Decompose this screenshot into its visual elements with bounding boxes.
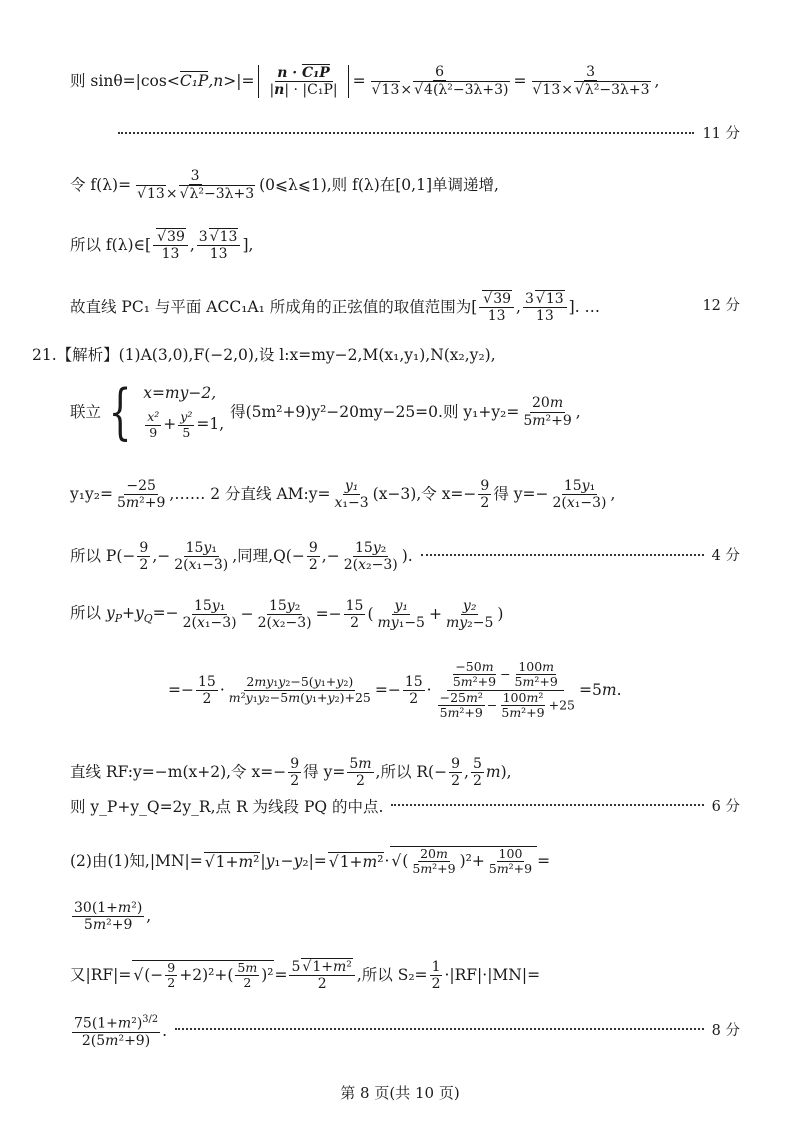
rf-length: 又|RF|= √ (− $\frac{9}{2}$ +2)²+( $\frac{5m}{2}$ )² = $\frac{\text{5√ 1+m²}}{2}$ ,所以 S₂= $\frac{1}{2}$ ·|RF|·|MN|= xyxy=(70,958,740,992)
score-line-11 xyxy=(110,126,740,143)
conclusion-line: 故直线 PC₁ 与平面 ACC₁A₁ 所成角的正弦值的取值范围为[ √ $\frac{39}{13}$ , $\frac{3√ 13}{13}$ ]. … 12 分 xyxy=(70,290,740,324)
text-l7-mid: 得(5m²+9)y²−20my−25=0.则 y₁+y₂= xyxy=(230,402,520,421)
text-l8-mid3: 得 y=− xyxy=(493,485,549,504)
text-l8-mid: ,…… 2 分直线 AM:y= xyxy=(169,485,331,504)
text-l6: 21.【解析】(1)A(3,0),F(−2,0),设 l:x=my−2,M(x₁,y₁),N(x₂,y₂), xyxy=(32,346,496,364)
text-l9-intro: 所以 P(− xyxy=(70,547,136,566)
text-l3-cond: (0⩽λ⩽1),则 f(λ)在[0,1]单调递增, xyxy=(259,175,499,194)
text-l14: (2)由(1)知,|MN|= xyxy=(70,852,203,871)
text-l7-lian: 联立 xyxy=(70,402,102,421)
range-f-lambda: 所以 f(λ)∈[ √ $\frac{39}{13}$ , $\frac{3√ 13}{13}$ ], xyxy=(70,228,740,262)
define-f-lambda: 令 f(λ)= 3 √ 13×√ λ²−3λ+3 (0⩽λ⩽1),则 f(λ)在[0,1]单调递增, xyxy=(70,168,740,202)
points-p-q: 所以 P(− $\frac{9}{2}$ ,− $\frac{\text{15y₁}}{\text{2(x₁−3)}}$ ,同理,Q(− $\frac{9}{2}$ ,− $\frac{\text{15y₂}}{\text{2(x₂−3)}}$ ). 4 分 xyxy=(70,540,740,574)
text-l4-intro: 所以 f(λ)∈[ xyxy=(70,235,152,254)
text-l1-prefix: 则 sinθ=|cos< xyxy=(70,71,180,90)
line-rf: 直线 RF:y=−m(x+2),令 x=− $\frac{9}{2}$ 得 y= $\frac{5m}{2}$ ,所以 R(− $\frac{9}{2}$ , $\frac{5}{2}$ m ), xyxy=(70,756,512,790)
fraction-3: 3 √ 13×√ λ²−3λ+3 xyxy=(529,64,653,98)
abs-fraction: $\frac{\text{n · C₁P}}{\text{|n| · |C₁P|}}$ xyxy=(258,65,348,98)
text-l3-intro: 令 f(λ)= xyxy=(70,175,132,194)
system-of-equations: 联立 { x=my−2, $\frac{\text{x²}}{9}$ + $\frac{\text{y²}}{5}$ =1, 得(5m²+9)y²−20my−25=0.则 y₁+y₂= $\frac{20m}{\text{5m²+9}}$ , xyxy=(70,377,581,447)
text-l16-b: ,所以 S₂= xyxy=(356,965,428,984)
mn-length: (2)由(1)知,|MN|= √ 1+m² |y₁−y₂|= √ 1+m² · √ ( $\frac{20m}{\text{5m²+9}}$ )²+ $\frac{100}{\text{5m²+9}}$ = xyxy=(70,846,740,877)
sin-theta-formula: 则 sinθ=|cos< C₁P ,n>|= $\frac{\text{n · C₁P}}{\text{|n| · |C₁P|}}$ = 6 √ 13×√ 4(λ²−3λ+3) = 3 √ 13×√ λ²−3λ+3 , xyxy=(70,64,740,98)
text-l9-mid: ,同理,Q(− xyxy=(232,547,305,566)
text-l8-y1y2: y₁y₂= xyxy=(70,485,113,504)
sum-simplification: =− $\frac{15}{2}$ · $\frac{\text{2my₁y₂−5(y₁+y₂)}}{\text{m²y₁y₂−5m(y₁+y₂)+25}}$ =− $\frac{15}{2}$ · $\frac{-50m}{\text{5m²+9}}$ − $\frac{100m}{\text{5m²+9}}$ $\frac{\text{−25m²}}{\text{5m²+9}}$ − $\frac{\text{100m²}}{\text{5m²+9}}$ +25 =5m. xyxy=(168,659,622,721)
text-l12: 直线 RF:y=−m(x+2),令 x=− xyxy=(70,763,287,782)
text-l1-n: ,n>|= xyxy=(208,71,255,90)
score-6: 6 分 xyxy=(711,798,740,815)
score-8: 8 分 xyxy=(711,1022,740,1039)
product-and-line-am: y₁y₂= $\frac{-25}{\text{5m²+9}}$ ,…… 2 分直线 AM:y= $\frac{\text{y₁}}{\text{x₁−3}}$ (x−3),令 x=− $\frac{9}{2}$ 得 y=− $\frac{\text{15y₁}}{\text{2(x₁−3)}}$ , xyxy=(70,478,616,512)
page-footer: 第 8 页(共 10 页) xyxy=(340,1084,460,1102)
text-l8-mid2: (x−3),令 x=− xyxy=(372,485,477,504)
area-result: $\frac{75(1+m^2)^{3/2}}{\text{2(5m²+9)}}$ . 8 分 xyxy=(74,1014,740,1049)
text-l5-intro: 故直线 PC₁ 与平面 ACC₁A₁ 所成角的正弦值的取值范围为[ xyxy=(70,297,478,316)
score-4: 4 分 xyxy=(711,547,740,564)
text-l7-sys1: x=my−2, xyxy=(143,384,217,402)
text-l16: 又|RF|= xyxy=(70,965,132,984)
text-l13: 则 y_P+y_Q=2y_R,点 R 为线段 PQ 的中点. xyxy=(70,798,384,816)
midpoint-conclusion xyxy=(70,798,740,817)
score-11: 11 分 xyxy=(702,126,740,142)
sum-yp-yq: 所以 $y_P+y_Q=-$ $\frac{\text{15y₁}}{\text{2(x₁−3)}}$ − $\frac{\text{15y₂}}{\text{2(x₂−3)}}$ =− $\frac{15}{2}$ ( $\frac{\text{y₁}}{\text{my₁−5}}$ + $\frac{\text{y₂}}{\text{my₂−5}}$ ) xyxy=(70,598,504,632)
score-12: 12 分 xyxy=(702,298,740,315)
mn-result: $\frac{\text{30(1+m²)}}{\text{5m²+9}}$ , xyxy=(74,900,152,934)
text-l12-b: 得 y= xyxy=(303,763,346,782)
text-l12-c: ,所以 R(− xyxy=(375,763,448,782)
vector-c1p: C₁P xyxy=(179,72,209,91)
text-l16-c: ·|RF|·|MN|= xyxy=(444,965,541,984)
problem-21-header xyxy=(32,346,740,365)
fraction-6: 6 √ 13×√ 4(λ²−3λ+3) xyxy=(368,64,512,98)
